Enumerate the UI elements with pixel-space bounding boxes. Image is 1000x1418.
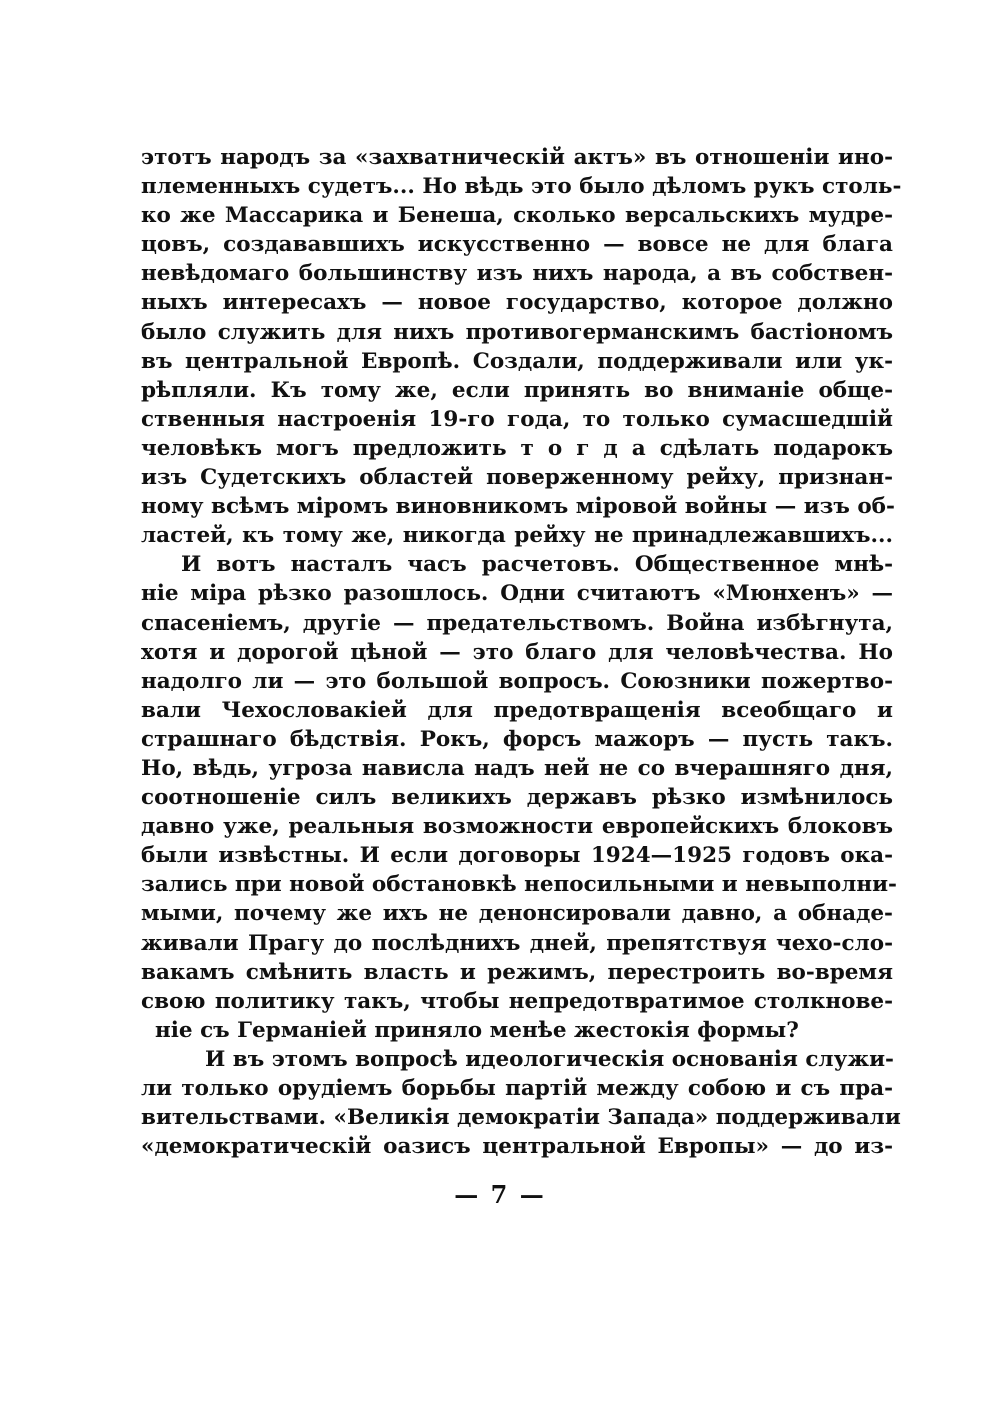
paragraph-end-line: ніе съ Германіей приняло менѣе жестокія формы? bbox=[155, 1017, 799, 1043]
text-line: страшнаго бѣдствія. Рокъ, форсъ мажоръ — пусть такъ. bbox=[141, 726, 893, 752]
text-line: ныхъ интересахъ — новое государство, которое должно bbox=[141, 290, 893, 316]
text-line: невѣдомаго большинству изъ нихъ народа, а въ собствен- bbox=[141, 261, 893, 287]
text-line: изъ Судетскихъ областей поверженному рейху, признан- bbox=[141, 465, 893, 491]
text-line: давно уже, реальныя возможности европейскихъ блоковъ bbox=[141, 814, 893, 840]
text-line: этотъ народъ за «захватническій актъ» въ отношеніи ино- bbox=[141, 145, 893, 170]
paragraph-start-line: И вотъ насталъ часъ расчетовъ. Общественное мнѣ- bbox=[181, 552, 893, 578]
text-line: было служить для нихъ противогерманскимъ бастіономъ bbox=[141, 319, 893, 345]
text-line: были извѣстны. И если договоры 1924—1925 годовъ ока- bbox=[141, 843, 893, 869]
text-line: ко же Массарика и Бенеша, сколько версальскихъ мудре- bbox=[141, 203, 893, 229]
text-line: ному всѣмъ міромъ виновникомъ міровой войны — изъ об- bbox=[141, 494, 895, 520]
text-line: надолго ли — это большой вопросъ. Союзники пожертво- bbox=[141, 668, 893, 694]
text-line: вительствами. «Великія демократіи Запада» поддерживали bbox=[141, 1105, 901, 1131]
text-line: цовъ, создававшихъ искусственно — вовсе не для блага bbox=[141, 232, 893, 258]
text-line: зались при новой обстановкѣ непосильными и невыполни- bbox=[141, 872, 897, 898]
body-text bbox=[141, 143, 902, 1161]
page-number: — 7 — bbox=[454, 1180, 546, 1209]
text-line: рѣпляли. Къ тому же, если принять во вниманіе обще- bbox=[141, 377, 893, 403]
text-line: живали Прагу до послѣднихъ дней, препятствуя чехо-сло- bbox=[141, 930, 893, 956]
text-line: вакамъ смѣнить власть и режимъ, перестроить во-время bbox=[141, 959, 893, 985]
text-line: спасеніемъ, другіе — предательствомъ. Война избѣгнута, bbox=[141, 610, 893, 636]
text-line: ніе міра рѣзко разошлось. Одни считаютъ «Мюнхенъ» — bbox=[141, 581, 893, 607]
text-line: «демократическій оазисъ центральной Европы» — до из- bbox=[141, 1134, 893, 1160]
text-line: свою политику такъ, чтобы непредотвратимое столкнове- bbox=[141, 988, 893, 1014]
text-line: хотя и дорогой цѣной — это благо для человѣчества. Но bbox=[141, 639, 893, 665]
text-line: соотношеніе силъ великихъ державъ рѣзко измѣнилось bbox=[141, 785, 893, 811]
text-line: ластей, къ тому же, никогда рейху не принадлежавшихъ... bbox=[141, 523, 893, 549]
text-line: въ центральной Европѣ. Создали, поддерживали или ук- bbox=[141, 348, 893, 374]
paragraph-start-line: И въ этомъ вопросѣ идеологическія основанія служи- bbox=[205, 1046, 894, 1072]
text-line: племенныхъ судетъ... Но вѣдь это было дѣломъ рукъ столь- bbox=[141, 174, 902, 200]
text-line: ли только орудіемъ борьбы партій между собою и съ пра- bbox=[141, 1076, 893, 1101]
text-line: Но, вѣдь, угроза нависла надъ ней не со вчерашняго дня, bbox=[141, 755, 893, 781]
text-line: вали Чехословакіей для предотвращенія всеобщаго и bbox=[141, 697, 893, 723]
text-line: ственныя настроенія 19-го года, то только сумасшедшій bbox=[141, 406, 893, 432]
text-line: мыми, почему же ихъ не денонсировали давно, а обнаде- bbox=[141, 901, 893, 927]
text-line: человѣкъ могъ предложить т о г д а сдѣлать подарокъ bbox=[141, 435, 893, 461]
